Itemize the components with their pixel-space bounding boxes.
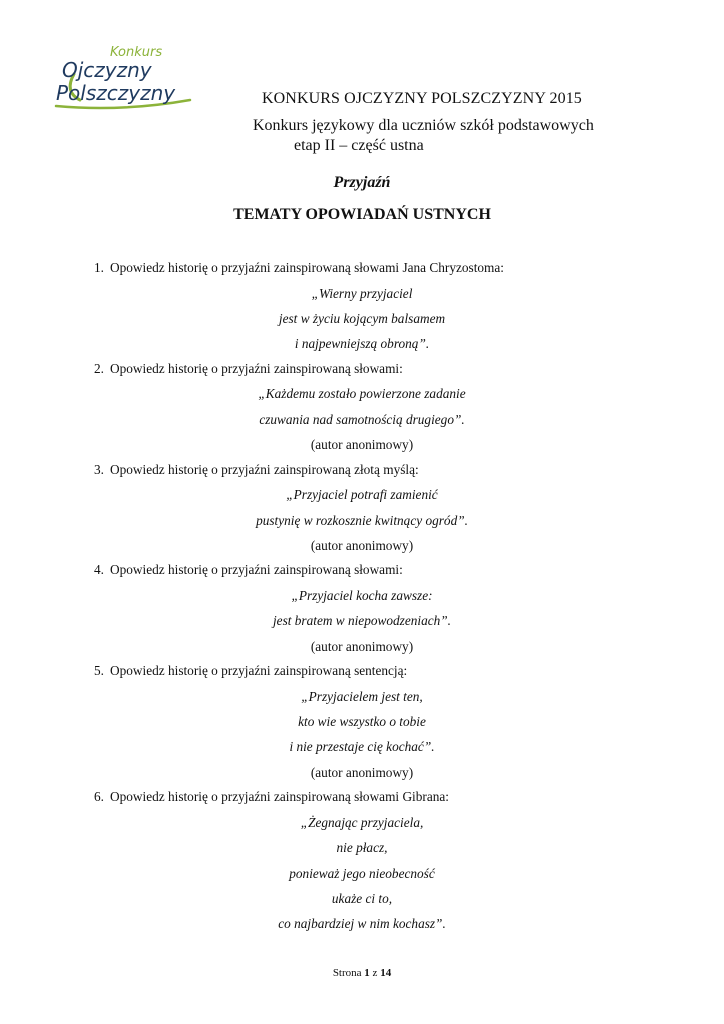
page-footer [0,967,724,979]
quote-line: „Żegnając przyjaciela, [300,814,424,830]
list-item-instruction: Opowiedz historię o przyjaźni zainspirowaną słowami: [110,360,403,376]
footer-total-pages: 14 [380,967,392,979]
list-item-number: 5. [94,663,104,679]
quote-line: „Wierny przyjaciel [311,285,413,301]
footer-current-page: 1 [364,967,370,979]
list-item-instruction: Opowiedz historię o przyjaźni zainspirowaną słowami Jana Chryzostoma: [110,260,504,275]
footer-prefix: Strona [332,967,362,979]
quote-line: „Każdemu zostało powierzone zadanie [258,386,466,402]
list-item [0,256,724,357]
list-item-instruction: Opowiedz historię o przyjaźni zainspirowaną słowami Gibrana: [110,789,449,805]
quote-line: nie płacz, [336,840,388,856]
quote-line: ukaże ci to, [331,890,393,906]
quote-line: pustynię w rozkosznie kwitnący ogród”. [256,512,468,528]
list-item [0,785,724,937]
logo-line-polszczyzny: Polszczyzny [56,81,176,105]
quote-line: jest w życiu kojącym balsamem [278,310,446,326]
quote-line: i nie przestaje cię kochać”. [289,739,435,755]
quote-line: „Przyjaciel potrafi zamienić [286,487,438,503]
list-item-number: 3. [94,461,104,477]
list-item-number: 2. [94,360,104,376]
quote-line: „Przyjacielem jest ten, [301,688,423,704]
contest-logo-graphic [52,40,202,110]
quote-line: i najpewniejszą obroną”. [294,336,430,352]
list-item-heading [0,458,724,483]
quote-line: „Przyjaciel kocha zawsze: [291,587,433,603]
footer-separator: z [372,967,378,979]
list-item [0,357,724,458]
list-item-heading [0,659,724,684]
list-item-heading [0,357,724,382]
section-title: TEMATY OPOWIADAŃ USTNYCH [233,206,491,223]
logo-line-ojczyzny: Ojczyzny [62,58,152,82]
list-item-instruction: Opowiedz historię o przyjaźni zainspirowaną złotą myślą: [110,461,419,477]
list-item [0,458,724,559]
quote-author: (autor anonimowy) [310,437,414,453]
quote-author: (autor anonimowy) [310,638,414,654]
list-item-heading [0,558,724,583]
contest-logo [52,40,202,110]
list-item [0,558,724,659]
quote-line: jest bratem w niepowodzeniach”. [272,613,452,629]
quote-line: czuwania nad samotnością drugiego”. [259,411,465,427]
list-item-heading [0,256,724,281]
logo-line-konkurs: Konkurs [110,45,163,60]
list-item-instruction: Opowiedz historię o przyjaźni zainspirowaną sentencją: [110,663,408,679]
quote-author: (autor anonimowy) [310,764,414,780]
list-item-heading [0,785,724,810]
list-item-number: 4. [94,562,104,578]
topics-list [0,256,724,937]
quote-line: co najbardziej w nim kochasz”. [278,916,446,932]
contest-subtitle: Konkurs językowy dla uczniów szkół podstawowych [253,117,594,134]
contest-stage: etap II – część ustna [294,137,424,154]
list-item-number: 1. [94,260,104,275]
quote-line: ponieważ jego nieobecność [289,865,435,881]
list-item [0,659,724,785]
quote-line: kto wie wszystko o tobie [298,714,426,730]
quote-author: (autor anonimowy) [310,537,414,553]
topic-title: Przyjaźń [333,174,391,191]
contest-title: KONKURS OJCZYZNY POLSZCZYZNY 2015 [262,90,582,107]
list-item-number: 6. [94,789,104,805]
list-item-instruction: Opowiedz historię o przyjaźni zainspirowaną słowami: [110,562,403,578]
